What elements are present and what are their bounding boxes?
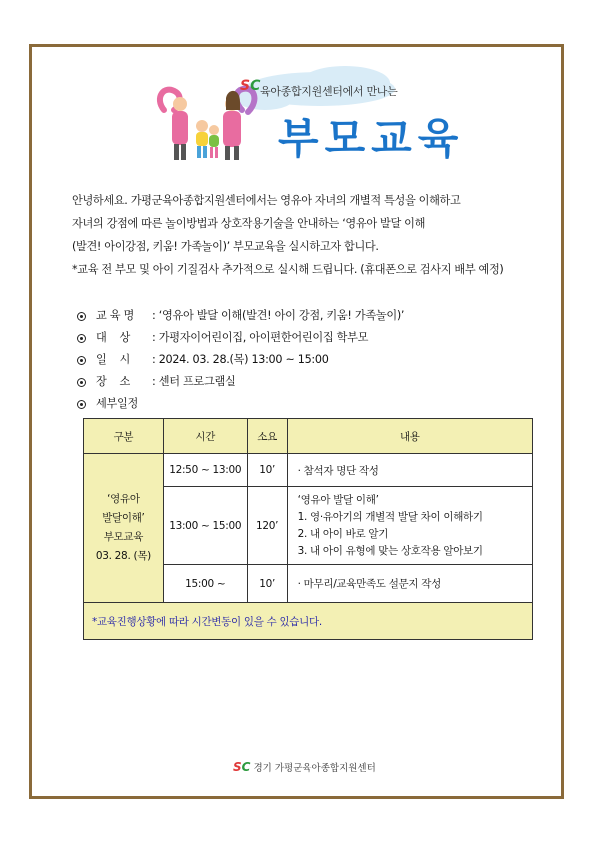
intro-line: (발견! 아이강점, 키움! 가족놀이)’ 부모교육을 실시하고자 합니다. (72, 240, 379, 253)
center-logo-mark: SC (240, 78, 261, 94)
banner-subtitle: 육아종합지원센터에서 만나는 (260, 85, 398, 98)
bullet-icon (77, 400, 86, 409)
info-label: 장 소 (96, 375, 131, 388)
info-item (77, 393, 404, 415)
group-cell (84, 454, 164, 603)
info-label: 일 시 (96, 353, 131, 366)
duration-cell: 120’ (247, 487, 287, 565)
info-value: : 가평자이어린이집, 아이편한어린이집 학부모 (152, 331, 369, 344)
header-content: 내용 (287, 419, 532, 454)
group-line: 03. 28. (목) (95, 550, 151, 562)
duration-cell: 10’ (247, 565, 287, 603)
info-label: 세부일정 (96, 397, 139, 410)
group-line: 부모교육 (103, 531, 144, 543)
banner-title: 부모교육 (278, 114, 465, 163)
bullet-icon (77, 334, 86, 343)
header-category: 구분 (84, 419, 164, 454)
group-line: 발달이해’ (102, 512, 145, 524)
info-value: : ‘영유아 발달 이해(발견! 아이 강점, 키움! 가족놀이)’ (152, 309, 405, 322)
info-item (77, 371, 404, 393)
content-cell (287, 487, 532, 565)
bullet-icon (77, 378, 86, 387)
program-info-list (77, 305, 404, 415)
content-cell: · 참석자 명단 작성 (287, 454, 532, 487)
group-line: ‘영유아 (107, 493, 140, 505)
table-header-row (84, 419, 533, 454)
table-note-row (84, 603, 533, 640)
header-duration: 소요 (247, 419, 287, 454)
intro-paragraph (72, 189, 552, 281)
schedule-table (83, 418, 533, 640)
table-row (84, 454, 533, 487)
footer-text: 경기 가평군육아종합지원센터 (253, 763, 376, 774)
info-value: : 센터 프로그램실 (152, 375, 236, 388)
time-cell: 13:00 ~ 15:00 (163, 487, 247, 565)
content-line: 1. 영·유아기의 개별적 발달 차이 이해하기 (297, 510, 483, 523)
bullet-icon (77, 356, 86, 365)
info-item (77, 349, 404, 371)
content-line: 2. 내 아이 바로 알기 (297, 527, 389, 540)
content-line: ‘영유아 발달 이해’ (297, 493, 379, 506)
bullet-icon (77, 312, 86, 321)
duration-cell: 10’ (247, 454, 287, 487)
info-value: : 2024. 03. 28.(목) 13:00 ~ 15:00 (152, 353, 329, 366)
content-line: 3. 내 아이 유형에 맞는 상호작용 알아보기 (297, 544, 483, 557)
header-banner (150, 70, 465, 170)
info-item (77, 305, 404, 327)
footer (233, 760, 376, 774)
info-label: 대 상 (96, 331, 131, 344)
intro-line: 안녕하세요. 가평군육아종합지원센터에서는 영유아 자녀의 개별적 특성을 이해하고 (72, 194, 461, 207)
intro-line: 자녀의 강점에 따른 놀이방법과 상호작용기술을 안내하는 ‘영유아 발달 이해 (72, 217, 426, 230)
header-time: 시간 (163, 419, 247, 454)
footer-logo-mark: SC (233, 760, 251, 774)
info-label: 교 육 명 (96, 309, 135, 322)
info-item (77, 327, 404, 349)
time-cell: 12:50 ~ 13:00 (163, 454, 247, 487)
intro-line: *교육 전 부모 및 아이 기질검사 추가적으로 실시해 드립니다. (휴대폰으로 검사지 배부 예정) (72, 263, 504, 276)
time-cell: 15:00 ~ (163, 565, 247, 603)
content-cell: · 마무리/교육만족도 설문지 작성 (287, 565, 532, 603)
table-note: *교육진행상황에 따라 시간변동이 있을 수 있습니다. (84, 603, 533, 640)
